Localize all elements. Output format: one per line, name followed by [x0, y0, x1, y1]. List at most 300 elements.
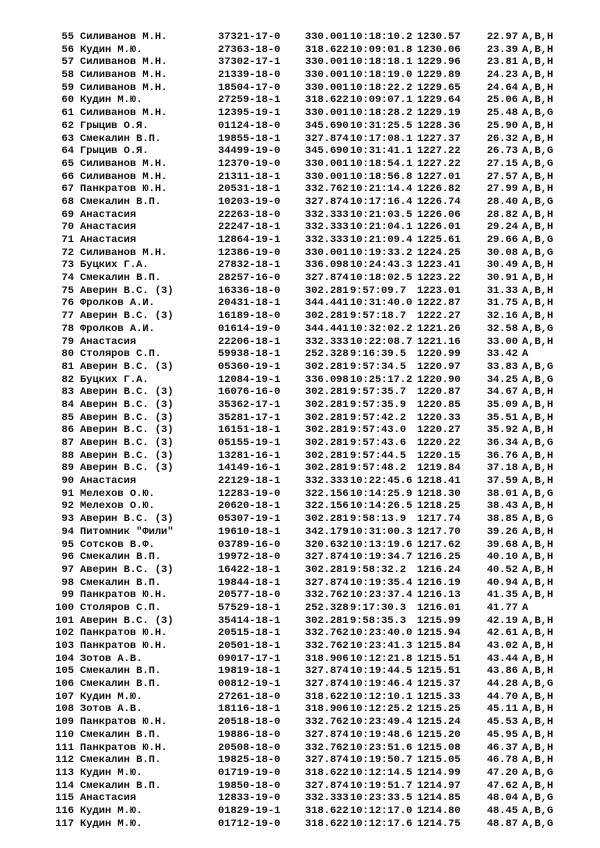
- distance-value: 332.762: [305, 183, 349, 196]
- owner-name: Силиванов М.Н.: [80, 81, 168, 94]
- distance-value: 327.874: [305, 754, 349, 767]
- arrival-time: 10:19:34.7: [350, 551, 413, 564]
- rank-number: 93: [61, 513, 74, 526]
- rank-number: 97: [61, 563, 74, 576]
- distance-value: 302.281: [305, 462, 349, 475]
- rank-number: 110: [55, 728, 74, 741]
- percent-value: 30.08: [486, 246, 518, 259]
- arrival-time: 10:17:16.4: [350, 195, 413, 208]
- speed-value: 1220.97: [417, 360, 461, 373]
- rank-number: 104: [55, 652, 74, 665]
- rank-number: 87: [61, 437, 74, 449]
- distance-value: 327.874: [305, 195, 349, 208]
- ring-code: 16076-16-0: [218, 386, 281, 399]
- distance-value: 330.001: [305, 81, 349, 94]
- ring-code: 20518-18-0: [218, 716, 281, 729]
- owner-name: Силиванов М.Н.: [80, 246, 168, 259]
- owner-name: Столяров С.П.: [80, 601, 162, 614]
- group-codes: A,B,H: [522, 31, 554, 43]
- table-row: [0, 361, 600, 374]
- speed-value: 1222.87: [417, 297, 461, 310]
- speed-value: 1215.20: [417, 728, 461, 741]
- speed-value: 1227.22: [417, 145, 461, 158]
- rank-number: 82: [61, 373, 74, 386]
- table-row: [0, 247, 600, 260]
- distance-value: 336.098: [305, 259, 349, 272]
- ring-code: 18504-17-0: [218, 81, 281, 94]
- rank-number: 83: [61, 386, 74, 399]
- arrival-time: 9:57:34.5: [350, 360, 407, 373]
- table-row: [0, 145, 600, 158]
- owner-name: Аверин В.С. (3): [80, 614, 174, 627]
- ring-code: 16189-18-0: [218, 310, 281, 323]
- rank-number: 70: [61, 221, 74, 234]
- owner-name: Фролков А.И.: [80, 322, 155, 335]
- speed-value: 1227.37: [417, 132, 461, 145]
- ring-code: 35414-18-1: [218, 614, 281, 627]
- percent-value: 37.18: [486, 462, 518, 475]
- percent-value: 40.10: [486, 551, 518, 564]
- owner-name: Буцких Г.А.: [80, 259, 149, 272]
- owner-name: Кудин М.Ю.: [80, 94, 143, 107]
- distance-value: 302.281: [305, 386, 349, 399]
- rank-number: 92: [61, 500, 74, 513]
- ring-code: 19850-18-0: [218, 779, 281, 792]
- arrival-time: 10:21:09.4: [350, 234, 413, 246]
- group-codes: A,B,G: [522, 157, 554, 170]
- ring-code: 19844-18-1: [218, 576, 281, 589]
- ring-code: 22247-18-1: [218, 221, 281, 234]
- speed-value: 1230.57: [417, 31, 461, 43]
- owner-name: Панкратов Ю.Н.: [80, 627, 168, 640]
- speed-value: 1220.33: [417, 411, 461, 424]
- distance-value: 332.333: [305, 335, 349, 348]
- arrival-time: 10:32:02.2: [350, 322, 413, 335]
- distance-value: 344.441: [305, 297, 349, 310]
- rank-number: 63: [61, 132, 74, 145]
- percent-value: 23.81: [486, 56, 518, 69]
- percent-value: 33.42: [486, 348, 518, 361]
- distance-value: 252.328: [305, 601, 349, 614]
- owner-name: Аверин В.С. (3): [80, 386, 174, 399]
- group-codes: A,B,G: [522, 322, 554, 335]
- speed-value: 1229.64: [417, 94, 461, 107]
- distance-value: 302.281: [305, 310, 349, 323]
- arrival-time: 10:21:04.1: [350, 221, 413, 234]
- rank-number: 67: [61, 183, 74, 196]
- ring-code: 16422-18-1: [218, 563, 281, 576]
- table-row: [0, 742, 600, 755]
- owner-name: Питомник "Фили": [80, 525, 174, 538]
- arrival-time: 10:22:08.7: [350, 335, 413, 348]
- rank-number: 116: [55, 804, 74, 817]
- owner-name: Смекалин В.П.: [80, 132, 162, 145]
- distance-value: 318.622: [305, 804, 349, 817]
- ring-code: 22206-18-1: [218, 335, 281, 348]
- group-codes: A,B,H: [522, 475, 554, 488]
- arrival-time: 10:12:17.0: [350, 804, 413, 817]
- distance-value: 330.001: [305, 31, 349, 43]
- distance-value: 327.874: [305, 576, 349, 589]
- rank-number: 100: [55, 601, 74, 614]
- distance-value: 344.441: [305, 322, 349, 335]
- speed-value: 1214.75: [417, 817, 461, 830]
- rank-number: 89: [61, 462, 74, 475]
- percent-value: 22.97: [486, 31, 518, 43]
- arrival-time: 10:19:48.6: [350, 728, 413, 741]
- distance-value: 302.281: [305, 614, 349, 627]
- percent-value: 46.78: [486, 754, 518, 767]
- group-codes: A,B,H: [522, 43, 554, 56]
- percent-value: 32.16: [486, 310, 518, 323]
- rank-number: 102: [55, 627, 74, 640]
- group-codes: A,B,H: [522, 525, 554, 538]
- rank-number: 113: [55, 766, 74, 779]
- speed-value: 1216.25: [417, 551, 461, 564]
- distance-value: 332.762: [305, 716, 349, 729]
- distance-value: 302.281: [305, 398, 349, 411]
- owner-name: Аверин В.С. (3): [80, 284, 174, 297]
- speed-value: 1216.19: [417, 576, 461, 589]
- table-row: [0, 539, 600, 552]
- rank-number: 57: [61, 56, 74, 69]
- speed-value: 1220.15: [417, 449, 461, 462]
- rank-number: 80: [61, 348, 74, 361]
- ring-code: 20515-18-1: [218, 627, 281, 640]
- ring-code: 34499-19-0: [218, 145, 281, 158]
- percent-value: 28.40: [486, 195, 518, 208]
- ring-code: 05360-19-1: [218, 360, 281, 373]
- table-row: [0, 475, 600, 488]
- percent-value: 39.68: [486, 538, 518, 551]
- distance-value: 332.333: [305, 221, 349, 234]
- arrival-time: 10:21:03.5: [350, 208, 413, 221]
- rank-number: 55: [61, 31, 74, 43]
- percent-value: 34.25: [486, 373, 518, 386]
- distance-value: 302.281: [305, 513, 349, 526]
- table-row: [0, 589, 600, 602]
- group-codes: A,B,G: [522, 360, 554, 373]
- ring-code: 21339-18-0: [218, 69, 281, 82]
- distance-value: 318.906: [305, 703, 349, 716]
- percent-value: 44.28: [486, 678, 518, 691]
- percent-value: 48.87: [486, 817, 518, 830]
- group-codes: A,B,H: [522, 297, 554, 310]
- distance-value: 302.281: [305, 411, 349, 424]
- group-codes: A,B,H: [522, 614, 554, 627]
- group-codes: A,B,H: [522, 703, 554, 716]
- percent-value: 40.94: [486, 576, 518, 589]
- distance-value: 322.156: [305, 500, 349, 513]
- group-codes: A,B,G: [522, 792, 554, 805]
- table-row: [0, 297, 600, 310]
- percent-value: 31.33: [486, 284, 518, 297]
- arrival-time: 9:57:35.9: [350, 398, 407, 411]
- table-row: [0, 234, 600, 247]
- percent-value: 24.64: [486, 81, 518, 94]
- arrival-time: 10:18:10.2: [350, 31, 413, 43]
- speed-value: 1223.01: [417, 284, 461, 297]
- arrival-time: 10:23:37.4: [350, 589, 413, 602]
- ring-code: 22263-18-0: [218, 208, 281, 221]
- owner-name: Смекалин В.П.: [80, 576, 162, 589]
- arrival-time: 10:23:41.3: [350, 640, 413, 652]
- arrival-time: 10:21:14.4: [350, 183, 413, 196]
- speed-value: 1215.08: [417, 741, 461, 754]
- rank-number: 85: [61, 411, 74, 424]
- table-row: [0, 272, 600, 285]
- percent-value: 42.61: [486, 627, 518, 640]
- ring-code: 27261-18-0: [218, 690, 281, 703]
- ring-code: 12395-19-1: [218, 107, 281, 120]
- arrival-time: 10:19:46.4: [350, 678, 413, 691]
- arrival-time: 10:12:21.8: [350, 652, 413, 665]
- table-row: [0, 653, 600, 666]
- speed-value: 1220.90: [417, 373, 461, 386]
- table-row: [0, 336, 600, 349]
- table-row: [0, 323, 600, 336]
- table-row: [0, 285, 600, 298]
- group-codes: A,B,H: [522, 576, 554, 589]
- rank-number: 72: [61, 246, 74, 259]
- table-row: [0, 158, 600, 171]
- table-row: [0, 780, 600, 793]
- percent-value: 25.48: [486, 107, 518, 120]
- table-row: [0, 729, 600, 742]
- table-row: [0, 818, 600, 831]
- percent-value: 44.70: [486, 690, 518, 703]
- owner-name: Кудин М.Ю.: [80, 817, 143, 830]
- arrival-time: 10:09:01.8: [350, 43, 413, 56]
- rank-number: 112: [55, 754, 74, 767]
- rank-number: 86: [61, 424, 74, 437]
- table-row: [0, 577, 600, 590]
- speed-value: 1215.05: [417, 754, 461, 767]
- arrival-time: 10:23:49.4: [350, 716, 413, 729]
- owner-name: Зотов А.В.: [80, 652, 143, 665]
- owner-name: Смекалин В.П.: [80, 754, 162, 767]
- arrival-time: 10:18:56.8: [350, 170, 413, 183]
- rank-number: 90: [61, 475, 74, 488]
- table-row: [0, 767, 600, 780]
- distance-value: 345.690: [305, 145, 349, 158]
- owner-name: Грыцив О.Я.: [80, 145, 149, 158]
- speed-value: 1225.61: [417, 234, 461, 246]
- ring-code: 18116-18-1: [218, 703, 281, 716]
- rank-number: 75: [61, 284, 74, 297]
- owner-name: Панкратов Ю.Н.: [80, 640, 168, 652]
- group-codes: A,B,G: [522, 817, 554, 830]
- owner-name: Силиванов М.Н.: [80, 56, 168, 69]
- rank-number: 68: [61, 195, 74, 208]
- rank-number: 88: [61, 449, 74, 462]
- arrival-time: 10:23:51.6: [350, 741, 413, 754]
- owner-name: Силиванов М.Н.: [80, 170, 168, 183]
- table-row: [0, 665, 600, 678]
- speed-value: 1218.41: [417, 475, 461, 488]
- ring-code: 10203-19-0: [218, 195, 281, 208]
- speed-value: 1229.19: [417, 107, 461, 120]
- speed-value: 1214.80: [417, 804, 461, 817]
- speed-value: 1215.25: [417, 703, 461, 716]
- arrival-time: 9:58:35.3: [350, 614, 407, 627]
- percent-value: 31.75: [486, 297, 518, 310]
- percent-value: 45.11: [486, 703, 518, 716]
- owner-name: Кудин М.Ю.: [80, 804, 143, 817]
- rank-number: 91: [61, 487, 74, 500]
- ring-code: 19972-18-0: [218, 551, 281, 564]
- distance-value: 320.632: [305, 538, 349, 551]
- ring-code: 20620-18-1: [218, 500, 281, 513]
- speed-value: 1224.25: [417, 246, 461, 259]
- percent-value: 38.85: [486, 513, 518, 526]
- owner-name: Аверин В.С. (3): [80, 437, 174, 449]
- distance-value: 330.001: [305, 56, 349, 69]
- rank-number: 58: [61, 69, 74, 82]
- owner-name: Анастасия: [80, 234, 137, 246]
- speed-value: 1218.25: [417, 500, 461, 513]
- distance-value: 330.001: [305, 246, 349, 259]
- speed-value: 1226.74: [417, 195, 461, 208]
- percent-value: 32.58: [486, 322, 518, 335]
- group-codes: A: [522, 601, 529, 614]
- ring-code: 01829-19-1: [218, 804, 281, 817]
- table-row: [0, 437, 600, 450]
- group-codes: A,B,H: [522, 690, 554, 703]
- group-codes: A,B,H: [522, 424, 554, 437]
- speed-value: 1230.06: [417, 43, 461, 56]
- group-codes: A,B,H: [522, 563, 554, 576]
- owner-name: Грыцив О.Я.: [80, 119, 149, 132]
- owner-name: Смекалин В.П.: [80, 665, 162, 678]
- percent-value: 27.99: [486, 183, 518, 196]
- ring-code: 27259-18-1: [218, 94, 281, 107]
- speed-value: 1215.33: [417, 690, 461, 703]
- rank-number: 74: [61, 272, 74, 285]
- table-row: [0, 564, 600, 577]
- rank-number: 78: [61, 322, 74, 335]
- group-codes: A,B,H: [522, 132, 554, 145]
- owner-name: Панкратов Ю.Н.: [80, 741, 168, 754]
- speed-value: 1218.30: [417, 487, 461, 500]
- rank-number: 76: [61, 297, 74, 310]
- arrival-time: 10:13:19.6: [350, 538, 413, 551]
- ring-code: 37321-17-0: [218, 31, 281, 43]
- distance-value: 302.281: [305, 437, 349, 449]
- table-row: [0, 805, 600, 818]
- arrival-time: 9:57:43.0: [350, 424, 407, 437]
- percent-value: 23.39: [486, 43, 518, 56]
- owner-name: Панкратов Ю.Н.: [80, 589, 168, 602]
- percent-value: 48.04: [486, 792, 518, 805]
- percent-value: 24.23: [486, 69, 518, 82]
- owner-name: Анастасия: [80, 475, 137, 488]
- arrival-time: 10:19:50.7: [350, 754, 413, 767]
- ring-code: 12386-19-0: [218, 246, 281, 259]
- ring-code: 20508-18-0: [218, 741, 281, 754]
- group-codes: A,B,H: [522, 627, 554, 640]
- arrival-time: 9:57:48.2: [350, 462, 407, 475]
- speed-value: 1229.96: [417, 56, 461, 69]
- speed-value: 1221.26: [417, 322, 461, 335]
- owner-name: Буцких Г.А.: [80, 373, 149, 386]
- arrival-time: 10:31:40.0: [350, 297, 413, 310]
- distance-value: 327.874: [305, 779, 349, 792]
- group-codes: A,B,G: [522, 766, 554, 779]
- ring-code: 12283-19-0: [218, 487, 281, 500]
- distance-value: 322.156: [305, 487, 349, 500]
- percent-value: 36.76: [486, 449, 518, 462]
- distance-value: 332.762: [305, 589, 349, 602]
- rank-number: 73: [61, 259, 74, 272]
- distance-value: 318.622: [305, 43, 349, 56]
- distance-value: 327.874: [305, 272, 349, 285]
- group-codes: A,B,H: [522, 335, 554, 348]
- arrival-time: 10:18:22.2: [350, 81, 413, 94]
- table-row: [0, 412, 600, 425]
- arrival-time: 9:57:09.7: [350, 284, 407, 297]
- ring-code: 12833-19-0: [218, 792, 281, 805]
- speed-value: 1227.22: [417, 157, 461, 170]
- ring-code: 20531-18-1: [218, 183, 281, 196]
- table-row: [0, 133, 600, 146]
- arrival-time: 9:58:13.9: [350, 513, 407, 526]
- group-codes: A,B,H: [522, 728, 554, 741]
- speed-value: 1215.37: [417, 678, 461, 691]
- group-codes: A,B,H: [522, 170, 554, 183]
- table-row: [0, 31, 600, 44]
- speed-value: 1215.84: [417, 640, 461, 652]
- percent-value: 25.06: [486, 94, 518, 107]
- owner-name: Панкратов Ю.Н.: [80, 716, 168, 729]
- speed-value: 1220.85: [417, 398, 461, 411]
- percent-value: 26.32: [486, 132, 518, 145]
- table-row: [0, 171, 600, 184]
- owner-name: Аверин В.С. (3): [80, 513, 174, 526]
- rank-number: 65: [61, 157, 74, 170]
- percent-value: 36.34: [486, 437, 518, 449]
- table-row: [0, 513, 600, 526]
- owner-name: Смекалин В.П.: [80, 272, 162, 285]
- distance-value: 318.622: [305, 766, 349, 779]
- percent-value: 45.95: [486, 728, 518, 741]
- owner-name: Смекалин В.П.: [80, 779, 162, 792]
- group-codes: A,B,H: [522, 589, 554, 602]
- percent-value: 27.57: [486, 170, 518, 183]
- speed-value: 1226.06: [417, 208, 461, 221]
- owner-name: Мелехов О.Ю.: [80, 500, 155, 513]
- group-codes: A,B,H: [522, 716, 554, 729]
- rank-number: 59: [61, 81, 74, 94]
- table-row: [0, 450, 600, 463]
- group-codes: A,B,G: [522, 195, 554, 208]
- group-codes: A,B,H: [522, 398, 554, 411]
- group-codes: A,B,H: [522, 183, 554, 196]
- owner-name: Панкратов Ю.Н.: [80, 183, 168, 196]
- group-codes: A,B,H: [522, 386, 554, 399]
- owner-name: Аверин В.С. (3): [80, 424, 174, 437]
- speed-value: 1215.51: [417, 665, 461, 678]
- ring-code: 05155-19-1: [218, 437, 281, 449]
- speed-value: 1223.41: [417, 259, 461, 272]
- ring-code: 57529-18-1: [218, 601, 281, 614]
- table-row: [0, 703, 600, 716]
- distance-value: 332.333: [305, 208, 349, 221]
- speed-value: 1227.01: [417, 170, 461, 183]
- percent-value: 27.15: [486, 157, 518, 170]
- percent-value: 29.24: [486, 221, 518, 234]
- arrival-time: 10:18:02.5: [350, 272, 413, 285]
